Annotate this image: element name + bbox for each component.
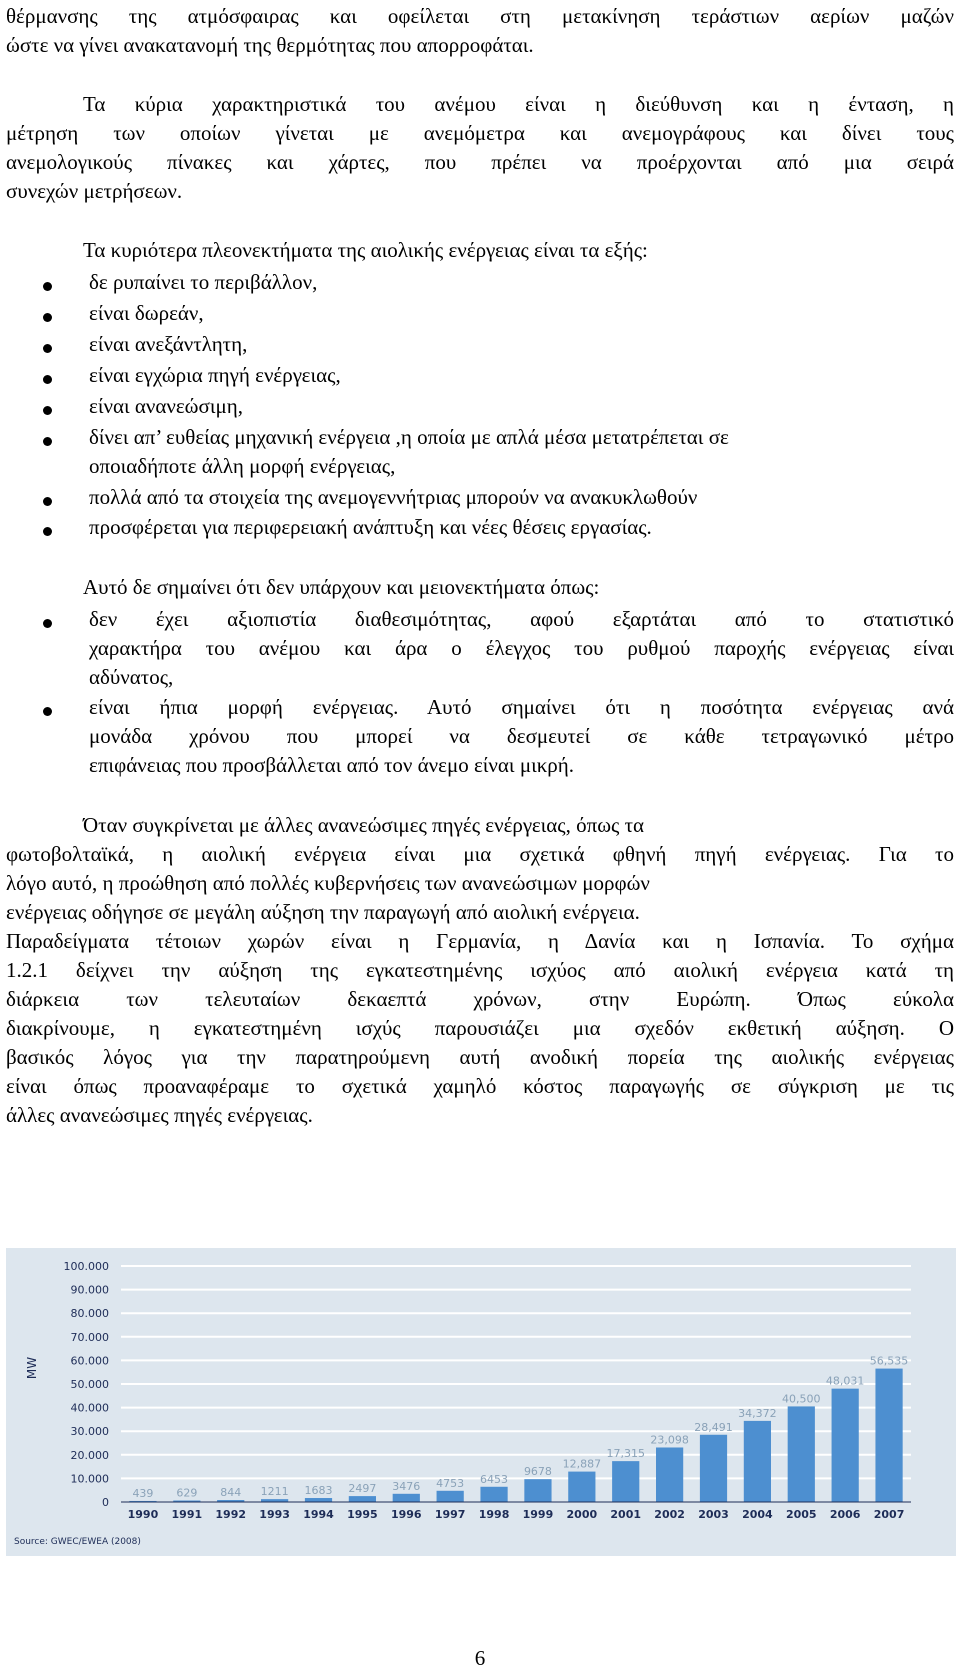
x-tick-label: 1999	[522, 1508, 554, 1521]
bar-value-label: 17,315	[606, 1447, 645, 1461]
advantage-item-continued: οποιαδήποτε άλλη μορφή ενέργειας,	[89, 454, 396, 478]
x-tick-label: 2007	[873, 1508, 905, 1521]
bar-value-label: 48,031	[825, 1374, 865, 1388]
bar-value-label: 28,491	[694, 1420, 733, 1434]
y-tick-label: 70.000	[70, 1330, 109, 1344]
bullet-icon	[43, 527, 52, 536]
final-para-line-4: ενέργειας οδήγησε σε μεγάλη αύξηση την παραγωγή από αιολική ενέργεια.	[6, 900, 640, 924]
x-tick-label: 2006	[829, 1508, 861, 1521]
x-tick-label: 1995	[347, 1508, 378, 1521]
x-tick-label: 2005	[785, 1508, 817, 1521]
bar	[349, 1496, 376, 1502]
bar	[612, 1461, 639, 1502]
y-tick-label: 0	[102, 1496, 109, 1509]
bullet-icon	[43, 344, 52, 353]
disadvantage-item-continued: χαρακτήρα του ανέμου και άρα ο έλεγχος του ρυθμού παροχής ενέργειας είναι	[89, 636, 954, 660]
x-tick-label: 1990	[127, 1508, 159, 1521]
bar-value-label: 2497	[348, 1482, 377, 1496]
y-tick-label: 20.000	[70, 1448, 109, 1462]
y-tick-label: 10.000	[70, 1472, 109, 1486]
disadvantage-item-continued: επιφάνειας που προσβάλλεται από τον άνεμο είναι μικρή.	[89, 753, 575, 777]
final-para-line-7: διάρκεια των τελευταίων δεκαεπτά χρόνων, στην Ευρώπη. Όπως εύκολα	[6, 987, 954, 1011]
x-tick-label: 2001	[610, 1508, 642, 1521]
x-tick-label: 1991	[171, 1508, 203, 1521]
bullet-icon	[43, 437, 52, 446]
x-tick-label: 1993	[259, 1508, 290, 1521]
x-tick-label: 1994	[303, 1508, 334, 1521]
advantage-item: πολλά από τα στοιχεία της ανεμογεννήτριας μπορούν να ανακυκλωθούν	[89, 485, 698, 509]
bar	[744, 1421, 771, 1502]
disadvantage-item: είναι ήπια μορφή ενέργειας. Αυτό σημαίνει ότι η ποσότητα ενέργειας ανά	[89, 695, 954, 719]
wind-capacity-chart	[6, 1248, 956, 1556]
y-tick-label: 100.000	[63, 1260, 109, 1273]
advantage-item: δίνει απ’ ευθείας μηχανική ενέργεια ,η οποία με απλά μέσα μετατρέπεται σε	[89, 425, 729, 449]
bar	[788, 1406, 815, 1502]
bullet-icon	[43, 497, 52, 506]
bar-value-label: 56,535	[869, 1354, 909, 1368]
final-para-line-5: Παραδείγματα τέτοιων χωρών είναι η Γερμανία, η Δανία και η Ισπανία. Το σχήμα	[6, 929, 954, 953]
bar-value-label: 4753	[436, 1476, 465, 1490]
final-para-line-6: 1.2.1 δείχνει την αύξηση της εγκατεστημένης ισχύος από αιολική ενέργεια κατά τη	[6, 958, 954, 982]
bullet-icon	[43, 406, 52, 415]
final-para-line-8: διακρίνουμε, η εγκατεστημένη ισχύς παρουσιάζει μια σχεδόν εκθετική αύξηση. Ο	[6, 1016, 954, 1040]
bullet-icon	[43, 282, 52, 291]
bar-value-label: 23,098	[650, 1433, 689, 1447]
advantage-item: είναι εγχώρια πηγή ενέργειας,	[89, 363, 341, 387]
intro-line-2: ώστε να γίνει ανακατανομή της θερμότητας που απορροφάται.	[6, 33, 534, 57]
disadvantages-intro: Αυτό δε σημαίνει ότι δεν υπάρχουν και μειονεκτήματα όπως:	[83, 575, 600, 599]
x-tick-label: 2000	[566, 1508, 598, 1521]
final-para-line-1: Όταν συγκρίνεται με άλλες ανανεώσιμες πηγές ενέργειας, όπως τα	[83, 813, 645, 837]
advantage-item: είναι ανεξάντλητη,	[89, 332, 248, 356]
bar	[480, 1487, 507, 1502]
para1-line-1: Τα κύρια χαρακτηριστικά του ανέμου είναι η διεύθυνση και η ένταση, η	[83, 92, 954, 116]
bar	[393, 1494, 420, 1502]
bullet-icon	[43, 707, 52, 716]
final-para-line-9: βασικός λόγος για την παρατηρούμενη αυτή ανοδική πορεία της αιολικής ενέργειας	[6, 1045, 954, 1069]
advantage-item: είναι ανανεώσιμη,	[89, 394, 243, 418]
x-tick-label: 1998	[478, 1508, 510, 1521]
bar-value-label: 1683	[304, 1484, 333, 1498]
disadvantage-item-continued: μονάδα χρόνου που μπορεί να δεσμευτεί σε κάθε τετραγωνικό μέτρο	[89, 724, 954, 748]
y-tick-label: 60.000	[70, 1354, 109, 1368]
bar-value-label: 629	[176, 1486, 198, 1500]
bar	[568, 1472, 595, 1502]
bar-value-label: 40,500	[782, 1392, 821, 1406]
bar-value-label: 12,887	[562, 1457, 602, 1471]
page-number: 6	[474, 1646, 486, 1670]
bar-value-label: 9678	[523, 1465, 552, 1479]
x-tick-label: 2003	[698, 1508, 729, 1521]
x-tick-label: 2004	[742, 1508, 773, 1521]
y-tick-label: 90.000	[70, 1283, 109, 1297]
para1-line-3: ανεμολογικούς πίνακες και χάρτες, που πρέπει να προέρχονται από μια σειρά	[6, 150, 954, 174]
x-tick-label: 1992	[215, 1508, 247, 1521]
y-tick-label: 50.000	[70, 1378, 109, 1391]
final-para-line-10: είναι όπως προαναφέραμε το σχετικά χαμηλό κόστος παραγωγής σε σύγκριση με τις	[6, 1074, 954, 1098]
x-tick-label: 2002	[654, 1508, 685, 1521]
bar	[656, 1447, 683, 1502]
para1-line-2: μέτρηση των οποίων γίνεται με ανεμόμετρα και ανεμογράφους και δίνει τους	[6, 121, 954, 145]
bar	[524, 1479, 551, 1502]
bar-value-label: 3476	[392, 1479, 421, 1493]
final-para-line-2: φωτοβολταϊκά, η αιολική ενέργεια είναι μια σχετικά φθηνή πηγή ενέργειας. Για το	[6, 842, 954, 866]
advantage-item: προσφέρεται για περιφερειακή ανάπτυξη και νέες θέσεις εργασίας.	[89, 515, 652, 539]
y-axis-label: MW	[25, 1356, 39, 1380]
bar-value-label: 844	[220, 1486, 242, 1500]
bar	[700, 1435, 727, 1502]
bar	[437, 1491, 464, 1502]
x-tick-label: 1996	[390, 1508, 422, 1521]
bar-value-label: 34,372	[738, 1406, 777, 1420]
y-tick-label: 40.000	[70, 1401, 109, 1415]
final-para-line-11: άλλες ανανεώσιμες πηγές ενέργειας.	[6, 1103, 313, 1127]
bullet-icon	[43, 619, 52, 628]
y-tick-label: 30.000	[70, 1425, 109, 1439]
y-tick-label: 80.000	[70, 1307, 109, 1321]
bar-value-label: 439	[132, 1486, 154, 1500]
x-tick-label: 1997	[434, 1508, 466, 1521]
bar	[875, 1369, 902, 1502]
disadvantage-item: δεν έχει αξιοπιστία διαθεσιμότητας, αφού εξαρτάται από το στατιστικό	[89, 607, 954, 631]
chart-source: Source: GWEC/EWEA (2008)	[14, 1537, 141, 1547]
bar-value-label: 6453	[480, 1472, 509, 1486]
disadvantage-item-continued: αδύνατος,	[89, 665, 174, 689]
advantage-item: είναι δωρεάν,	[89, 301, 204, 325]
intro-line-1: θέρμανσης της ατμόσφαιρας και οφείλεται στη μετακίνηση τεράστιων αερίων μαζών	[6, 4, 954, 28]
advantages-intro: Τα κυριότερα πλεονεκτήματα της αιολικής ενέργειας είναι τα εξής:	[83, 238, 648, 262]
bar	[305, 1498, 332, 1502]
bullet-icon	[43, 375, 52, 384]
advantage-item: δε ρυπαίνει το περιβάλλον,	[89, 270, 318, 294]
para1-line-4: συνεχών μετρήσεων.	[6, 179, 183, 203]
chart-svg	[6, 1248, 956, 1556]
bar-value-label: 1211	[260, 1485, 289, 1499]
bullet-icon	[43, 313, 52, 322]
final-para-line-3: λόγο αυτό, η προώθηση από πολλές κυβερνήσεις των ανανεώσιμων μορφών	[6, 871, 650, 895]
bar	[832, 1389, 859, 1502]
